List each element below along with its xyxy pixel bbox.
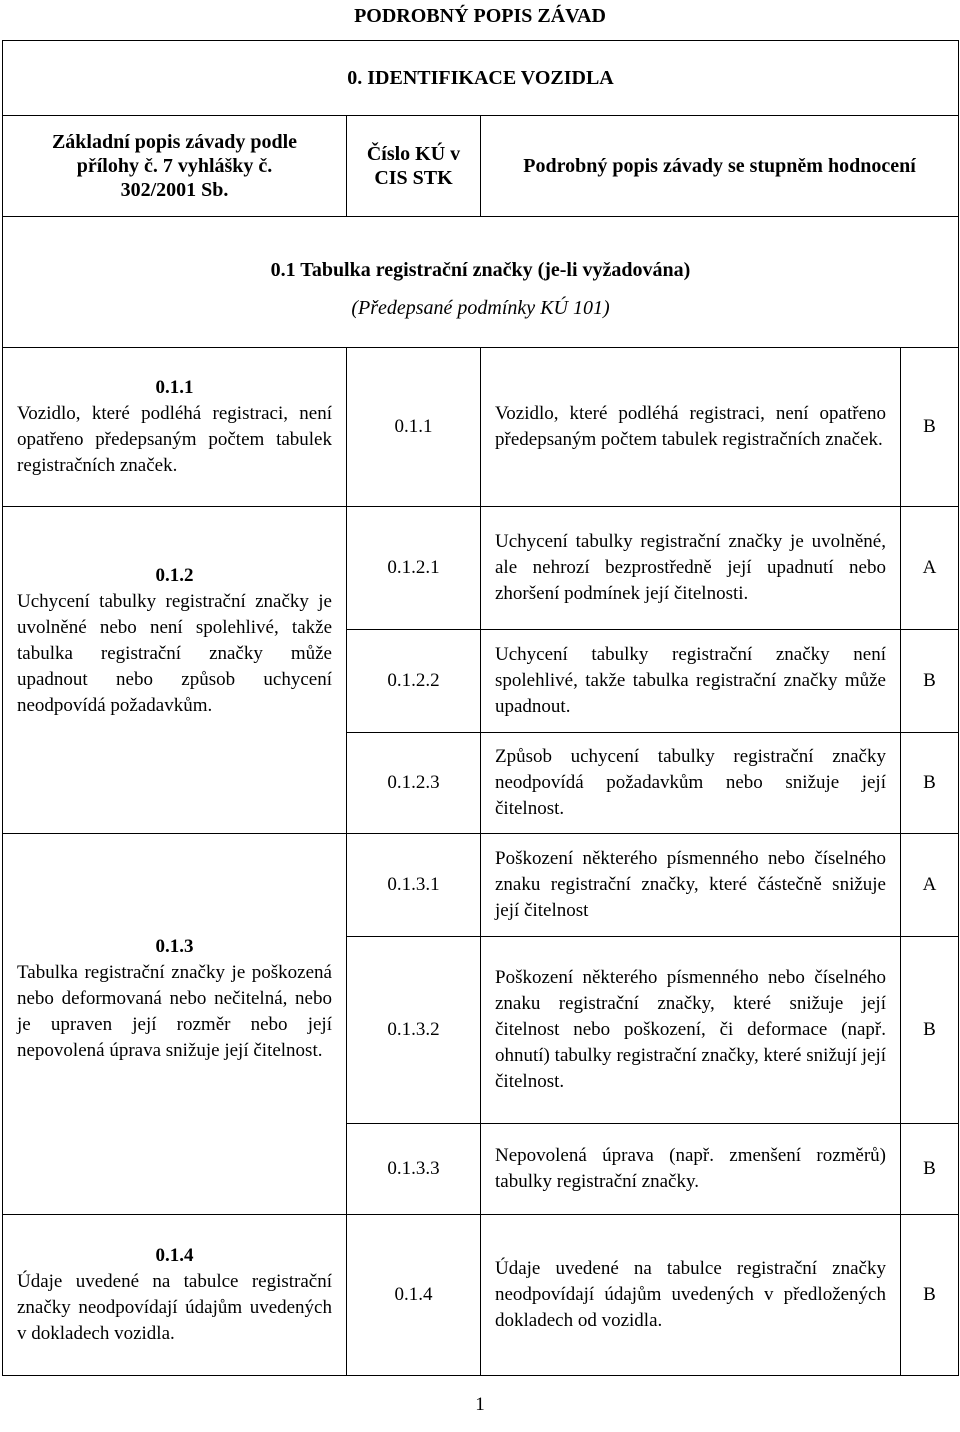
table-row <box>3 348 959 507</box>
defect-number: 0.1.4 <box>155 1245 194 1266</box>
defect-grade: B <box>901 937 959 1124</box>
defect-text: Uchycení tabulky registrační značky je uvolněné nebo není spolehlivé, takže tabulka registrační značky může upadnout nebo způsob uchycení neodpovídá požadavkům. <box>17 591 332 716</box>
defect-text: Vozidlo, které podléhá registraci, není opatřeno předepsaným počtem tabulek registračních značek. <box>17 403 332 476</box>
defect-detail: Údaje uvedené na tabulce registrační značky neodpovídají údajům uvedených v předložených dokladech od vozidla. <box>481 1215 901 1376</box>
defect-number: 0.1.2 <box>155 565 194 586</box>
section-heading: 0. IDENTIFIKACE VOZIDLA <box>3 41 959 116</box>
defect-detail: Vozidlo, které podléhá registraci, není opatřeno předepsaným počtem tabulek registračních značek. <box>481 348 901 507</box>
header-code: Číslo KÚ v CIS STK <box>347 116 481 217</box>
page-number: 1 <box>475 1394 485 1415</box>
defect-code: 0.1.2.1 <box>347 507 481 630</box>
header-detailed-description: Podrobný popis závady se stupněm hodnocení <box>481 116 959 217</box>
defect-grade: B <box>901 1124 959 1215</box>
defect-code: 0.1.2.3 <box>347 733 481 834</box>
defect-grade: A <box>901 507 959 630</box>
defect-text: Údaje uvedené na tabulce registrační značky neodpovídají údajům uvedených v dokladech vozidla. <box>17 1271 332 1344</box>
defect-number: 0.1.1 <box>155 377 194 398</box>
defect-grade: B <box>901 733 959 834</box>
defect-detail: Nepovolená úprava (např. zmenšení rozměrů) tabulky registrační značky. <box>481 1124 901 1215</box>
defect-detail: Poškození některého písmenného nebo číselného znaku registrační značky, které částečně snižuje její čitelnost <box>481 834 901 937</box>
defect-detail: Poškození některého písmenného nebo číselného znaku registrační značky, které snižuje její čitelnost nebo poškození, či deformace (např. ohnutí) tabulky registrační značky, které snižují její čitelnost. <box>481 937 901 1124</box>
defect-basic-cell <box>3 834 347 1215</box>
defect-code: 0.1.3.2 <box>347 937 481 1124</box>
defect-text: Tabulka registrační značky je poškozená nebo deformovaná nebo nečitelná, nebo je upraven její rozměr nebo její nepovolená úprava snižuje její čitelnost. <box>17 962 332 1061</box>
table-row <box>3 834 959 937</box>
document-title: PODROBNÝ POPIS ZÁVAD <box>354 5 606 27</box>
defect-grade: B <box>901 630 959 733</box>
defects-table <box>2 40 959 1376</box>
table-row <box>3 1215 959 1376</box>
defect-grade: A <box>901 834 959 937</box>
subsection-title: 0.1 Tabulka registrační značky (je-li vyžadována) <box>270 259 691 281</box>
subsection-note: (Předepsané podmínky KÚ 101) <box>351 297 610 319</box>
defect-detail: Uchycení tabulky registrační značky není spolehlivé, takže tabulka registrační značky může upadnout. <box>481 630 901 733</box>
defect-code: 0.1.1 <box>347 348 481 507</box>
defect-detail: Způsob uchycení tabulky registrační značky neodpovídá požadavkům nebo snižuje její čitelnost. <box>481 733 901 834</box>
defect-code: 0.1.2.2 <box>347 630 481 733</box>
defect-code: 0.1.3.1 <box>347 834 481 937</box>
defect-code: 0.1.3.3 <box>347 1124 481 1215</box>
defect-grade: B <box>901 348 959 507</box>
defect-number: 0.1.3 <box>155 936 194 957</box>
defect-basic-cell <box>3 507 347 834</box>
table-row <box>3 507 959 630</box>
defect-detail: Uchycení tabulky registrační značky je uvolněné, ale nehrozí bezprostředně její upadnutí nebo zhoršení podmínek její čitelnosti. <box>481 507 901 630</box>
subsection-heading <box>3 217 959 348</box>
defect-grade: B <box>901 1215 959 1376</box>
defect-code: 0.1.4 <box>347 1215 481 1376</box>
defect-basic-cell <box>3 348 347 507</box>
header-basic-description: Základní popis závady podle přílohy č. 7 vyhlášky č. 302/2001 Sb. <box>3 116 347 217</box>
defect-basic-cell <box>3 1215 347 1376</box>
